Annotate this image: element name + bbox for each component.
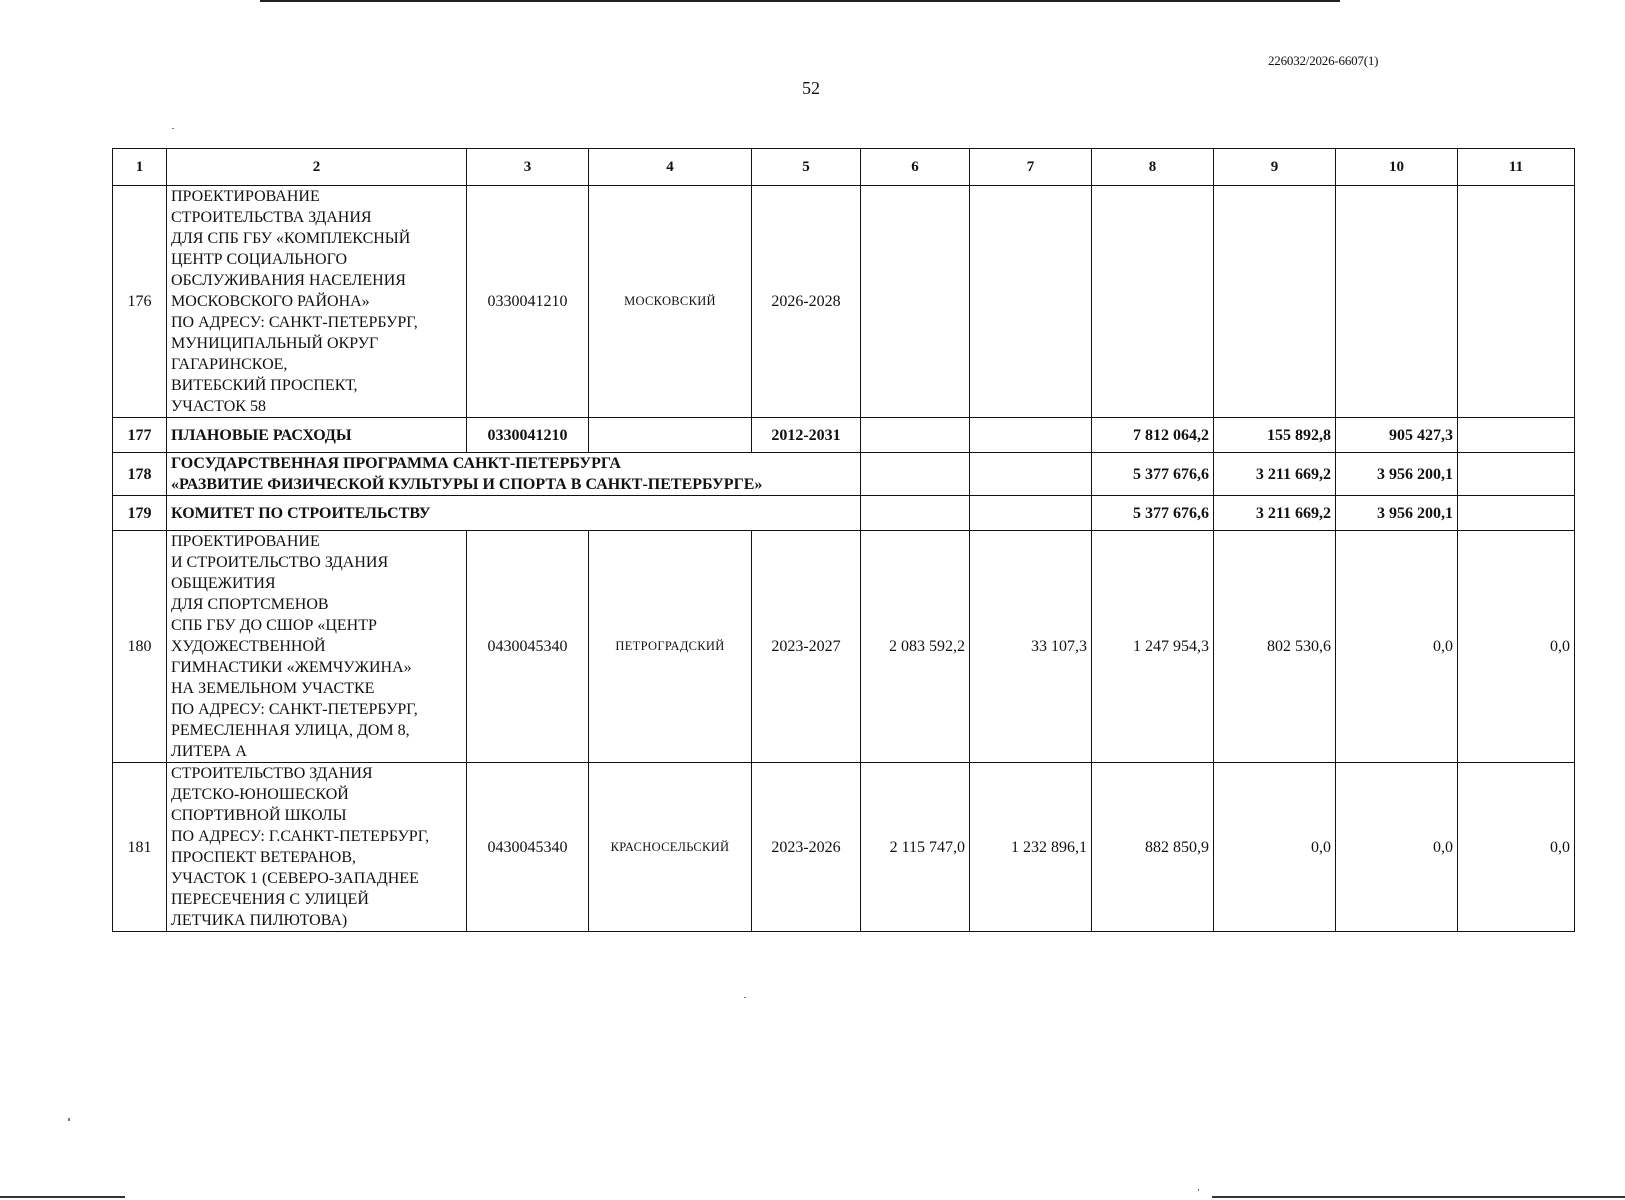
col-10-value [1336,186,1458,418]
column-header: 10 [1336,149,1458,186]
column-header: 6 [861,149,970,186]
name-line: НА ЗЕМЕЛЬНОМ УЧАСТКЕ [171,680,375,697]
column-header: 9 [1214,149,1336,186]
district: КРАСНОСЕЛЬСКИЙ [589,763,752,932]
period: 2026-2028 [752,186,861,418]
column-header: 7 [970,149,1092,186]
name-line: ПРОСПЕКТ ВЕТЕРАНОВ, [171,849,357,866]
name-line: ВИТЕБСКИЙ ПРОСПЕКТ, [171,377,358,394]
district: ПЕТРОГРАДСКИЙ [589,531,752,763]
col-9-value: 155 892,8 [1214,418,1336,453]
col-7-value: 33 107,3 [970,531,1092,763]
name-line: ДЛЯ СПБ ГБУ «КОМПЛЕКСНЫЙ [171,230,411,247]
object-name [167,763,467,932]
name-line: ХУДОЖЕСТВЕННОЙ [171,638,326,655]
row-number: 176 [113,186,167,418]
budget-table [112,148,1575,932]
column-header: 4 [589,149,752,186]
name-line: ПРОЕКТИРОВАНИЕ [171,533,320,550]
col-11-value [1458,186,1575,418]
scan-speck [1198,1189,1199,1191]
name-line: ДЕТСКО-ЮНОШЕСКОЙ [171,786,349,803]
table-row [113,186,1575,418]
col-10-value: 905 427,3 [1336,418,1458,453]
col-10-value: 0,0 [1336,531,1458,763]
name-line: ГИМНАСТИКИ «ЖЕМЧУЖИНА» [171,659,412,676]
col-6-value: 2 083 592,2 [861,531,970,763]
period: 2023-2027 [752,531,861,763]
name-line: ОБЩЕЖИТИЯ [171,575,276,592]
name-line: СПБ ГБУ ДО СШОР «ЦЕНТР [171,617,377,634]
col-7-value [970,496,1092,531]
name-line: ЦЕНТР СОЦИАЛЬНОГО [171,251,347,268]
col-8-value: 1 247 954,3 [1092,531,1214,763]
name-line: СТРОИТЕЛЬСТВА ЗДАНИЯ [171,209,372,226]
scan-speck [744,997,746,998]
district: МОСКОВСКИЙ [589,186,752,418]
name-line: «РАЗВИТИЕ ФИЗИЧЕСКОЙ КУЛЬТУРЫ И СПОРТА В САНКТ-ПЕТЕРБУРГЕ» [171,476,763,493]
document-id: 226032/2026-6607(1) [1268,53,1379,68]
name-line: ГОСУДАРСТВЕННАЯ ПРОГРАММА САНКТ-ПЕТЕРБУРГА [171,455,621,472]
name-line: ПО АДРЕСУ: САНКТ-ПЕТЕРБУРГ, [171,701,418,718]
column-header: 11 [1458,149,1575,186]
name-line: МУНИЦИПАЛЬНЫЙ ОКРУГ [171,335,379,352]
col-11-value [1458,453,1575,496]
table-row [113,496,1575,531]
table-row [113,453,1575,496]
name-line: ПРОЕКТИРОВАНИЕ [171,188,320,205]
name-line: ГАГАРИНСКОЕ, [171,356,288,373]
object-name: ПЛАНОВЫЕ РАСХОДЫ [167,418,467,453]
col-6-value [861,496,970,531]
col-8-value: 5 377 676,6 [1092,496,1214,531]
col-8-value: 882 850,9 [1092,763,1214,932]
budget-code: 0430045340 [467,531,589,763]
period: 2012-2031 [752,418,861,453]
col-9-value [1214,186,1336,418]
name-line: ДЛЯ СПОРТСМЕНОВ [171,596,329,613]
table-row [113,418,1575,453]
col-7-value [970,418,1092,453]
name-line: И СТРОИТЕЛЬСТВО ЗДАНИЯ [171,554,389,571]
name-line: УЧАСТОК 58 [171,398,266,415]
bottom-edge-line-right [1212,1196,1625,1198]
name-line: ЛИТЕРА А [171,743,247,760]
name-line: МОСКОВСКОГО РАЙОНА» [171,293,370,310]
scan-speck [68,1118,70,1121]
program-title [167,453,861,496]
col-11-value [1458,418,1575,453]
table-row [113,763,1575,932]
col-6-value [861,453,970,496]
district [589,418,752,453]
budget-code: 0430045340 [467,763,589,932]
col-11-value: 0,0 [1458,531,1575,763]
col-7-value: 1 232 896,1 [970,763,1092,932]
object-name [167,531,467,763]
col-11-value: 0,0 [1458,763,1575,932]
name-line: ОБСЛУЖИВАНИЯ НАСЕЛЕНИЯ [171,272,406,289]
col-6-value: 2 115 747,0 [861,763,970,932]
column-header: 1 [113,149,167,186]
col-6-value [861,186,970,418]
row-number: 178 [113,453,167,496]
name-line: ЛЕТЧИКА ПИЛЮТОВА) [171,912,348,929]
col-10-value: 3 956 200,1 [1336,453,1458,496]
name-line: ПО АДРЕСУ: Г.САНКТ-ПЕТЕРБУРГ, [171,828,430,845]
budget-code: 0330041210 [467,418,589,453]
name-line: ПО АДРЕСУ: САНКТ-ПЕТЕРБУРГ, [171,314,418,331]
col-9-value: 3 211 669,2 [1214,453,1336,496]
col-7-value [970,453,1092,496]
budget-code: 0330041210 [467,186,589,418]
col-11-value [1458,496,1575,531]
name-line: УЧАСТОК 1 (СЕВЕРО-ЗАПАДНЕЕ [171,870,419,887]
col-9-value: 0,0 [1214,763,1336,932]
col-9-value: 802 530,6 [1214,531,1336,763]
bottom-edge-line-left [0,1196,125,1198]
table-row [113,531,1575,763]
period: 2023-2026 [752,763,861,932]
row-number: 180 [113,531,167,763]
col-7-value [970,186,1092,418]
col-8-value [1092,186,1214,418]
column-header: 3 [467,149,589,186]
col-6-value [861,418,970,453]
col-10-value: 0,0 [1336,763,1458,932]
committee-title: КОМИТЕТ ПО СТРОИТЕЛЬСТВУ [167,496,861,531]
top-edge-line [260,0,1340,2]
col-8-value: 5 377 676,6 [1092,453,1214,496]
col-10-value: 3 956 200,1 [1336,496,1458,531]
object-name [167,186,467,418]
column-header: 8 [1092,149,1214,186]
row-number: 179 [113,496,167,531]
table-header-row [113,149,1575,186]
name-line: СПОРТИВНОЙ ШКОЛЫ [171,807,347,824]
column-header: 5 [752,149,861,186]
name-line: РЕМЕСЛЕННАЯ УЛИЦА, ДОМ 8, [171,722,410,739]
page-number: 52 [802,78,820,98]
name-line: ПЕРЕСЕЧЕНИЯ С УЛИЦЕЙ [171,891,369,908]
row-number: 177 [113,418,167,453]
scan-speck [172,128,174,129]
col-9-value: 3 211 669,2 [1214,496,1336,531]
name-line: СТРОИТЕЛЬСТВО ЗДАНИЯ [171,765,373,782]
column-header: 2 [167,149,467,186]
col-8-value: 7 812 064,2 [1092,418,1214,453]
row-number: 181 [113,763,167,932]
